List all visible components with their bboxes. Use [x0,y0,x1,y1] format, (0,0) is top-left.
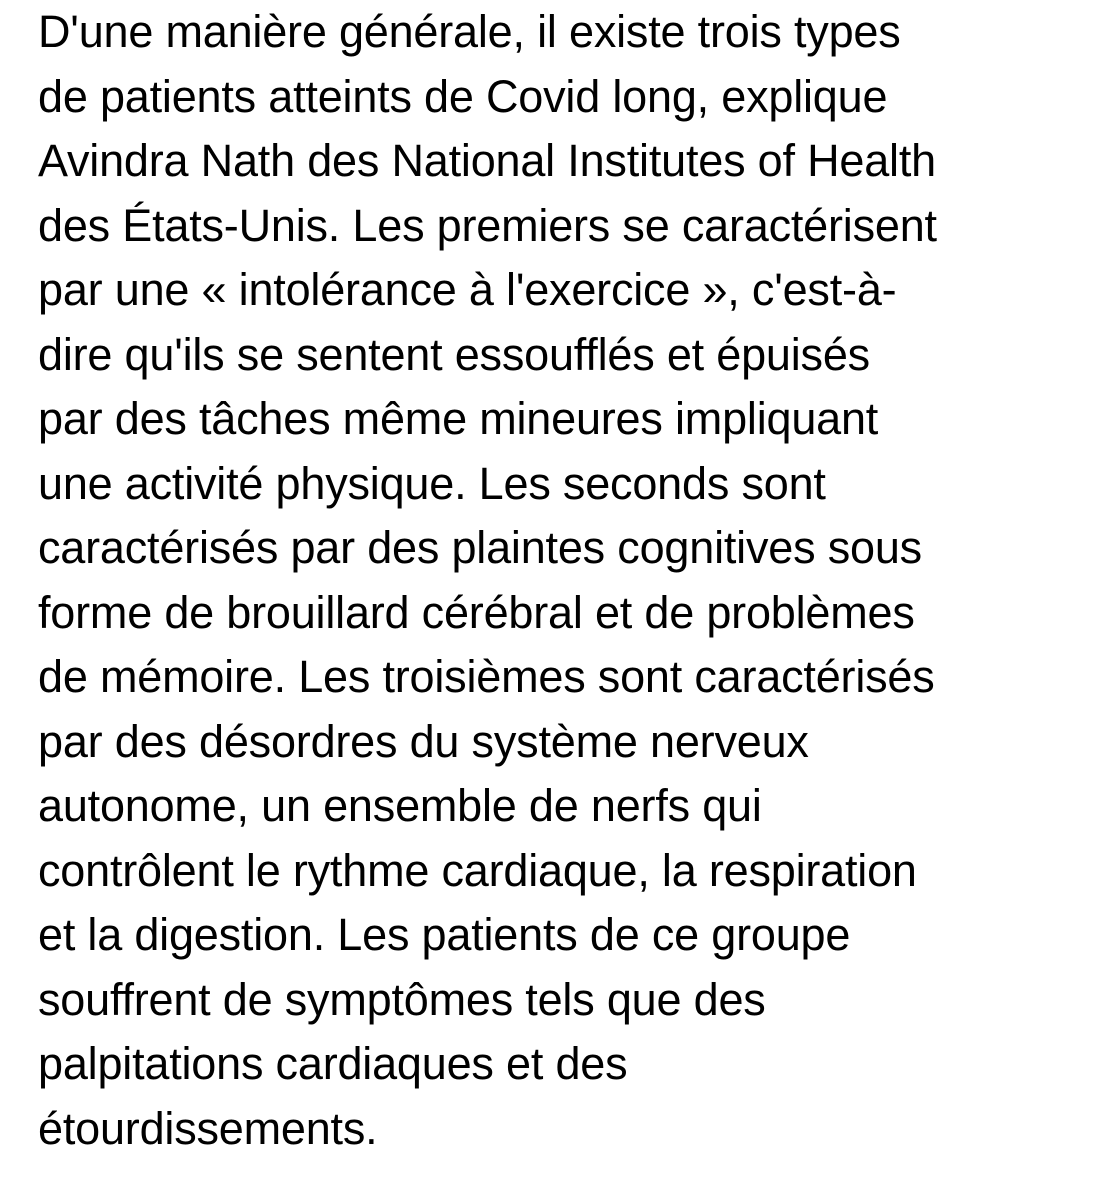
paragraph-line: caractérisés par des plaintes cognitives sous [38,522,922,573]
paragraph-line: par des tâches même mineures impliquant [38,393,879,444]
paragraph-line: dire qu'ils se sentent essoufflés et épuisés [38,328,870,380]
article-paragraph [38,0,1113,1161]
paragraph-line: palpitations cardiaques et des [38,1038,628,1089]
paragraph-line: et la digestion. Les patients de ce groupe [38,909,851,960]
paragraph-line: par des désordres du système nerveux [38,715,809,767]
paragraph-line: par une « intolérance à l'exercice », c'est-à- [38,264,897,315]
paragraph-line: autonome, un ensemble de nerfs qui [38,780,762,831]
paragraph-line: de patients atteints de Covid long, explique [38,70,888,122]
paragraph-line: forme de brouillard cérébral et de problèmes [38,586,915,638]
paragraph-line: souffrent de symptômes tels que des [38,973,766,1025]
paragraph-line: une activité physique. Les seconds sont [38,457,826,509]
paragraph-line: de mémoire. Les troisièmes sont caractérisés [38,651,935,702]
paragraph-line: D'une manière générale, il existe trois types [38,6,901,57]
paragraph-line: Avindra Nath des National Institutes of Health [38,135,936,186]
paragraph-line: étourdissements. [38,1102,378,1154]
paragraph-line: contrôlent le rythme cardiaque, la respiration [38,844,917,896]
paragraph-line: des États-Unis. Les premiers se caractérisent [38,199,937,251]
